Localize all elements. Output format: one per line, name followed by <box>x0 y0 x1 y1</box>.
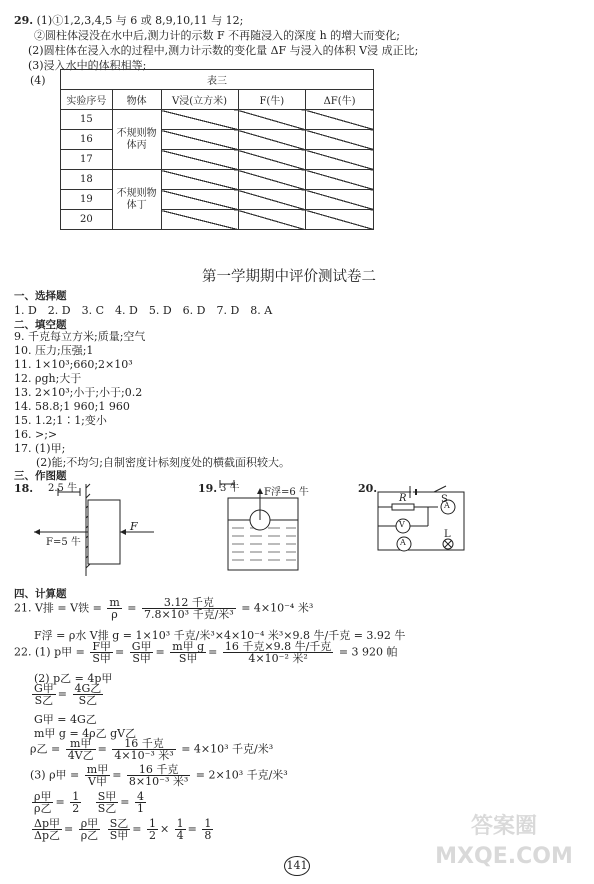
q29-line2: ②圆柱体浸没在水中后,测力计的示数 F 不再随浸入的深度 h 的增大而变化; <box>34 29 400 42</box>
fraction <box>107 597 121 620</box>
denominator: S甲 <box>178 652 198 665</box>
fill-answer: 16. >;> <box>14 428 58 441</box>
table-row <box>61 150 374 170</box>
numerator: S乙 <box>109 817 129 830</box>
denominator: S甲 <box>132 652 151 665</box>
object-cell <box>112 110 161 170</box>
numerator: m甲 <box>66 738 96 750</box>
numerator: Δp甲 <box>34 817 60 830</box>
numerator: 16 千克 <box>112 738 175 750</box>
table-row <box>61 170 374 190</box>
blank-cell <box>306 150 374 170</box>
fraction <box>90 641 113 664</box>
fig20-ammeter-label: A <box>444 501 450 510</box>
fraction <box>147 818 158 841</box>
denominator: 4×10⁻² 米² <box>248 652 308 665</box>
denominator: 1 <box>136 802 144 815</box>
q29-number: 29. <box>14 14 34 27</box>
blank-cell <box>161 130 238 150</box>
blank-cell <box>238 130 306 150</box>
q22-text: = 4×10³ 千克/米³ <box>181 742 274 756</box>
fraction <box>66 738 96 761</box>
table-row <box>61 190 374 210</box>
q21-line1 <box>14 597 313 620</box>
fraction <box>223 641 333 664</box>
q29-line5: (4) <box>30 74 46 87</box>
table-header: V浸(立方米) <box>161 90 238 110</box>
fill-answer: 13. 2×10³;小于;小于;0.2 <box>14 386 143 399</box>
row-number: 18 <box>61 170 113 190</box>
fraction <box>135 791 146 814</box>
denominator: 2 <box>148 829 156 842</box>
blank-cell <box>306 210 374 230</box>
q29-line1: (1)①1,2,3,4,5 与 6 或 8,9,10,11 与 12; <box>36 14 244 27</box>
blank-cell <box>238 110 306 130</box>
object-label: 不规则物体丙 <box>116 127 157 151</box>
q22-line7: (3) ρ甲 = $\frac{\text{m甲}}{\text{V甲}}$ = $\frac{\text{16 千克}}{\text{8×10⁻³ 米³}}$ = 2×10³ 千克/米³ <box>30 763 288 788</box>
q22-text: ρ乙 = <box>30 742 61 756</box>
fill-answer: 12. ρgh;大于 <box>14 372 82 385</box>
table-header: ΔF(牛) <box>306 90 374 110</box>
fraction <box>32 791 53 814</box>
fig18-f-label: F <box>130 520 138 533</box>
denominator: ρ乙 <box>80 829 99 842</box>
fraction <box>73 683 104 706</box>
fig20-l-label: L <box>444 529 451 540</box>
table-3 <box>60 69 374 230</box>
denominator: 8×10⁻³ 米³ <box>128 775 189 788</box>
q22-text: (3) ρ甲 = <box>30 768 80 782</box>
row-number: 15 <box>61 110 113 130</box>
numerator: 16 千克×9.8 牛/千克 <box>224 640 332 653</box>
denominator: S乙 <box>34 694 54 707</box>
fig20-r-label: R <box>399 493 407 504</box>
numerator: G甲 <box>34 682 54 695</box>
fill-answer: (2)能;不均匀;自制密度计标刻度处的横截面积较大。 <box>14 456 290 469</box>
fig20-ammeter-label: A <box>400 538 406 547</box>
denominator: 2 <box>72 802 80 815</box>
fig20-circuit <box>372 480 482 556</box>
row-number: 17 <box>61 150 113 170</box>
exam-title: 第一学期期中评价测试卷二 <box>202 269 376 285</box>
q22-line8: $\frac{\text{ρ甲}}{\text{ρ乙}}$ = $\frac{1}{2}$ $\frac{\text{S甲}}{\text{S乙}}$ = $\frac{4}{1}$ <box>34 790 144 815</box>
blank-cell <box>306 170 374 190</box>
q29-block <box>14 12 243 28</box>
fill-answer: 14. 58.8;1 960;1 960 <box>14 400 130 413</box>
fill-answer: 17. (1)甲; <box>14 442 66 455</box>
numerator: 1 <box>148 817 156 830</box>
blank-cell <box>161 110 238 130</box>
row-number: 20 <box>61 210 113 230</box>
numerator: m <box>109 596 120 609</box>
fraction <box>79 818 100 841</box>
table-title: 表三 <box>61 70 374 90</box>
fill-answer: 10. 压力;压强;1 <box>14 344 94 357</box>
q22-line5: m甲 g = 4ρ乙 gV乙 <box>34 727 137 740</box>
fraction <box>85 764 110 787</box>
q22-text: 22. (1) p甲 = <box>14 645 85 659</box>
section-choice: 一、选择题 <box>14 290 67 302</box>
object-label: 不规则物体丁 <box>116 187 157 211</box>
fig18-number: 18. <box>14 482 34 495</box>
fill-answers <box>14 331 454 471</box>
blank-cell <box>238 210 306 230</box>
table-header: F(牛) <box>238 90 306 110</box>
denominator: S乙 <box>97 802 117 815</box>
numerator: m甲 <box>86 763 109 776</box>
blank-cell <box>161 210 238 230</box>
blank-cell <box>238 150 306 170</box>
object-cell <box>112 170 161 230</box>
q22-line9: $\frac{\text{Δp甲}}{\text{Δp乙}}$ = $\frac{\text{ρ甲}}{\text{ρ乙}}$ $\frac{\text{S乙}}{\text{S甲}}$ = $\frac{1}{2}$ × $\frac{1}{4}$ = $\frac{1}{8}$ <box>34 817 212 842</box>
blank-cell <box>161 170 238 190</box>
table-header: 物体 <box>112 90 161 110</box>
denominator: S甲 <box>92 652 111 665</box>
numerator: 3.12 千克 <box>142 597 236 609</box>
numerator: 4G乙 <box>74 682 102 695</box>
fig19-left-label: 3 牛 <box>220 483 240 494</box>
fraction <box>32 683 56 706</box>
denominator: S甲 <box>109 829 129 842</box>
denominator: ρ乙 <box>34 802 52 815</box>
fraction <box>70 791 81 814</box>
fill-answer: 9. 千克每立方米;质量;空气 <box>14 330 146 343</box>
fraction <box>202 818 213 841</box>
row-number: 19 <box>61 190 113 210</box>
table-header: 实验序号 <box>61 90 113 110</box>
q22-text: = 2×10³ 千克/米³ <box>195 768 288 782</box>
table-row <box>61 130 374 150</box>
numerator: ρ甲 <box>80 817 99 830</box>
numerator: m甲 g <box>172 640 205 653</box>
q22-line3: $\frac{\text{G甲}}{\text{S乙}}$ = $\frac{\text{4G乙}}{\text{S乙}}$ <box>34 682 102 707</box>
denominator: 8 <box>204 829 212 842</box>
fig19-number: 19. <box>198 482 218 495</box>
q22-line6: ρ乙 = $\frac{\text{m甲}}{\text{4V乙}}$ = $\frac{\text{16 千克}}{\text{4×10⁻³ 米³}}$ = 4×10³ 千克/米³ <box>30 737 274 762</box>
numerator: 1 <box>176 817 184 830</box>
denominator: 4 <box>176 829 184 842</box>
fig20-voltmeter-label: V <box>399 520 405 529</box>
q22-line4: G甲 = 4G乙 <box>34 713 97 726</box>
watermark: 答案圈 MXQE.COM <box>435 814 573 869</box>
denominator: 4V乙 <box>67 749 94 762</box>
denominator: V甲 <box>88 775 107 788</box>
fraction <box>112 738 175 761</box>
q22-line2: (2) p乙 = 4p甲 <box>34 672 113 685</box>
numerator: 1 <box>204 817 212 830</box>
q29-line3: (2)圆柱体在浸入水的过程中,测力计示数的变化量 ΔF 与浸入的体积 V浸 成正比; <box>28 44 419 57</box>
section-drawing: 三、作图题 <box>14 470 67 482</box>
row-number: 16 <box>61 130 113 150</box>
q22-text: = 3 920 帕 <box>338 645 398 659</box>
fraction <box>32 818 62 841</box>
fraction <box>170 641 206 664</box>
fraction <box>96 791 119 814</box>
fraction <box>142 597 236 620</box>
blank-cell <box>238 190 306 210</box>
fraction <box>127 764 190 787</box>
numerator: ρ甲 <box>34 790 52 803</box>
blank-cell <box>238 170 306 190</box>
fill-answer: 11. 1×10³;660;2×10³ <box>14 358 133 371</box>
denominator: Δp乙 <box>34 829 60 842</box>
q21-text: = <box>127 601 137 615</box>
section-calculation: 四、计算题 <box>14 588 67 600</box>
numerator: G甲 <box>131 640 152 653</box>
numerator: S甲 <box>97 790 117 803</box>
fig19-float-label: F浮=6 牛 <box>264 487 309 498</box>
page-number: 141 <box>284 856 310 876</box>
denominator: 7.8×10³ 千克/米³ <box>143 608 234 621</box>
fraction <box>130 641 154 664</box>
denominator: ρ <box>111 608 118 621</box>
fig18-f5-label: F=5 牛 <box>46 537 81 548</box>
fraction <box>108 818 131 841</box>
blank-cell <box>306 190 374 210</box>
q21-text: 21. V排 = V铁 = <box>14 601 102 615</box>
blank-cell <box>306 130 374 150</box>
fraction <box>175 818 186 841</box>
blank-cell <box>161 190 238 210</box>
fig20-s-label: S <box>441 494 448 505</box>
numerator: 4 <box>136 790 144 803</box>
blank-cell <box>161 150 238 170</box>
section-fill: 二、填空题 <box>14 319 67 331</box>
fig18-top-label: 2.5 牛 <box>48 483 78 494</box>
q21-text: = 4×10⁻⁴ 米³ <box>241 601 314 615</box>
denominator: S乙 <box>78 694 98 707</box>
blank-cell <box>306 110 374 130</box>
mc-answers: 1. D 2. D 3. C 4. D 5. D 6. D 7. D 8. A <box>14 304 273 317</box>
q21-line2: F浮 = ρ水 V排 g = 1×10³ 千克/米³×4×10⁻⁴ 米³×9.8 牛/千克 = 3.92 牛 <box>34 629 406 642</box>
table-row <box>61 110 374 130</box>
q22-line1: 22. (1) p甲 = $\frac{\text{F甲}}{\text{S甲}}$ = $\frac{\text{G甲}}{\text{S甲}}$ = $\frac{\text{m甲 g}}{\text{S甲}}$ = $\frac{\text{16 千克×9.8 牛/千克}}{\text{4×10⁻² 米²}}$ = 3 920 帕 <box>14 640 398 665</box>
numerator: 16 千克 <box>127 764 190 776</box>
numerator: F甲 <box>92 640 111 653</box>
q29-line4: (3)浸入水中的体积相等; <box>28 59 147 72</box>
fig20-number: 20. <box>358 482 378 495</box>
table-row <box>61 210 374 230</box>
denominator: 4×10⁻³ 米³ <box>114 749 174 762</box>
fill-answer: 15. 1.2;1∶1;变小 <box>14 414 107 427</box>
numerator: 1 <box>72 790 80 803</box>
